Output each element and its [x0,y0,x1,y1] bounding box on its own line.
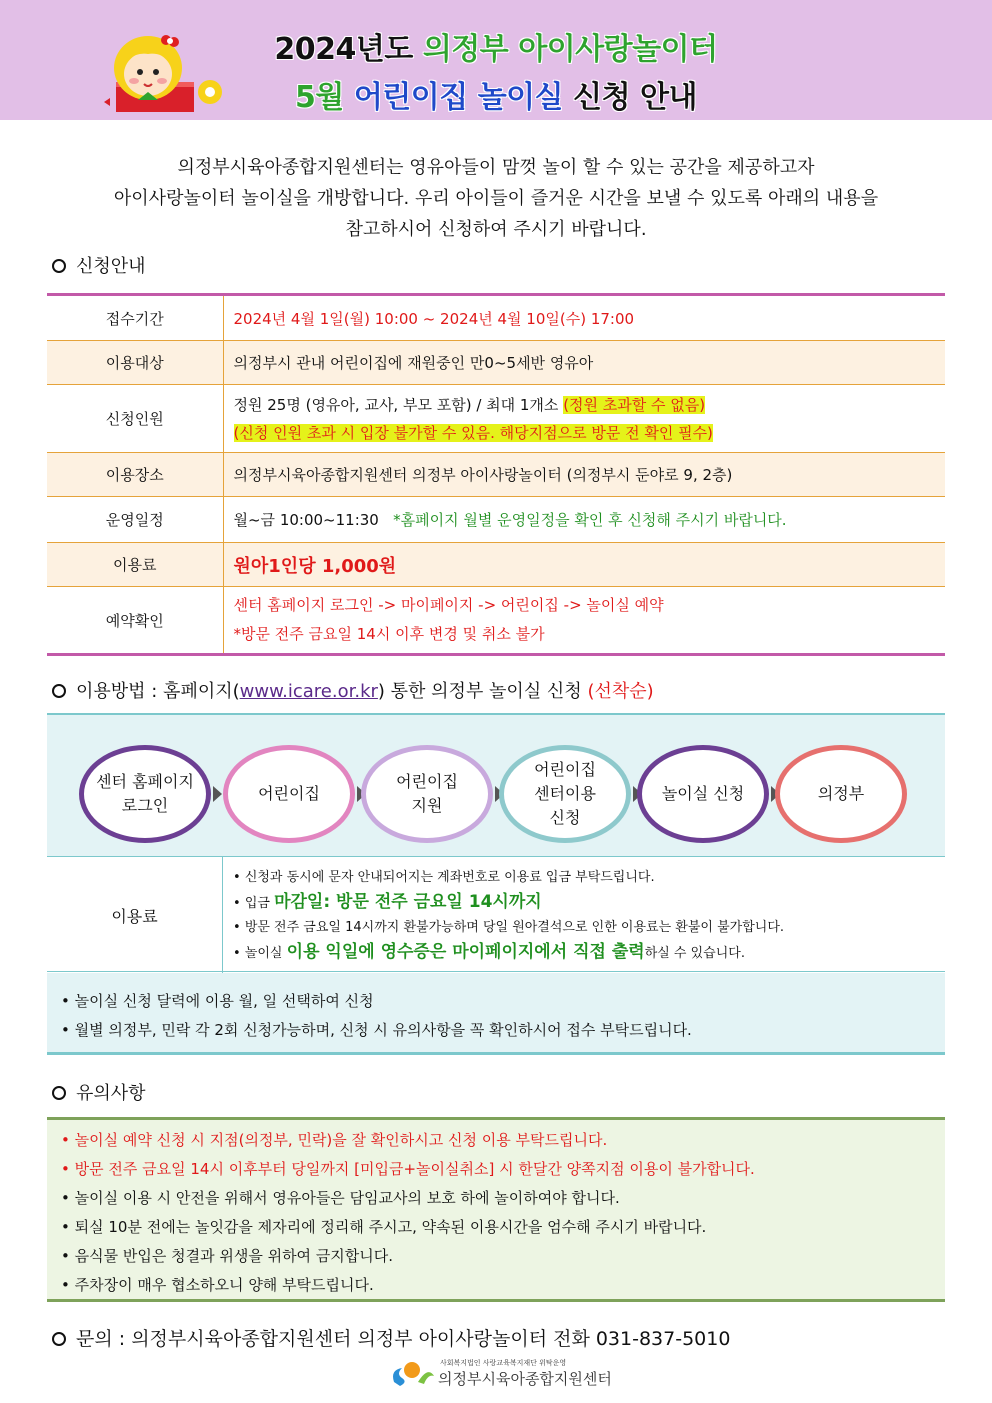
deadline-note: 마감일: 방문 전주 금요일 14시까지 [274,892,542,912]
table-row [47,587,945,655]
circle-bullet-icon [52,1332,66,1346]
homepage-link[interactable]: www.icare.or.kr [239,681,378,702]
list-item: • 음식물 반입은 청결과 위생을 위하여 금지합니다. [61,1247,394,1265]
flow-step: 의정부 [775,745,907,843]
receipt-note: 이용 익일에 영수증은 마이페이지에서 직접 출력 [286,942,645,962]
title-year: 2024년도 [274,32,413,67]
table-row [47,453,945,497]
logo-name: 의정부시육아종합지원센터 [438,1370,612,1388]
row-value: 의정부시육아종합지원센터 의정부 아이사랑놀이터 (의정부시 둔야로 9, 2층) [223,453,945,497]
list-item: • 월별 의정부, 민락 각 2회 신청가능하며, 신청 시 유의사항을 꼭 확인하시어 접수 부탁드립니다. [61,1021,692,1039]
page-title-line-2 [0,72,992,116]
row-value: 월~금 10:00~11:30 *홈페이지 월별 운영일정을 확인 후 신청해 주시기 바랍니다. [223,497,945,543]
list-item: • 주차장이 매우 협소하오니 양해 부탁드립니다. [61,1276,374,1294]
list-item: • 놀이실 이용 익일에 영수증은 마이페이지에서 직접 출력하실 수 있습니다. [233,942,745,962]
intro-line: 아이사랑놀이터 놀이실을 개방합니다. 우리 아이들이 즐거운 시간을 보낼 수 있도록 아래의 내용을 [113,188,879,209]
overcapacity-warning: (신청 인원 초과 시 입장 불가할 수 있음. 해당지점으로 방문 전 확인 필수) [233,423,713,442]
row-value: 센터 홈페이지 로그인 -> 마이페이지 -> 어린이집 -> 놀이실 예약 *방문 전주 금요일 14시 이후 변경 및 취소 불가 [223,587,945,655]
fee-label: 이용료 [47,857,223,973]
arrow-right-icon [213,786,222,802]
fee-details [47,856,945,972]
row-label: 이용대상 [47,341,223,385]
circle-bullet-icon [52,259,66,273]
title-name: 의정부 아이사랑놀이터 [422,32,718,67]
section-heading-caution: 유의사항 [52,1079,146,1105]
first-come-note: (선착순) [587,681,654,702]
intro-paragraph [40,152,952,245]
list-item: • 방문 전주 금요일 14시 이후부터 당일까지 [미입금+놀이실취소] 시 한달간 양쪽지점 이용이 불가합니다. [61,1160,755,1178]
page-title-line-1 [0,24,992,68]
section-heading-usage: 이용방법 : 홈페이지(www.icare.or.kr) 통한 의정부 놀이실 신청 (선착순) [52,677,654,703]
contact-line: 문의 : 의정부시육아종합지원센터 의정부 아이사랑놀이터 전화 031-837-5010 [52,1324,730,1351]
list-item: • 놀이실 예약 신청 시 지점(의정부, 민락)을 잘 확인하시고 신청 이용 부탁드립니다. [61,1131,608,1149]
list-item: • 놀이실 신청 달력에 이용 월, 일 선택하여 신청 [61,992,374,1010]
usage-notice [47,973,945,1055]
flow-step: 놀이실 신청 [637,745,769,843]
list-item: • 퇴실 10분 전에는 놀잇감을 제자리에 정리해 주시고, 약속된 이용시간을 엄수해 주시기 바랍니다. [61,1218,707,1236]
row-value: 2024년 4월 1일(월) 10:00 ~ 2024년 4월 10일(수) 17:00 [223,295,945,341]
title-month: 5월 [295,80,344,115]
table-row [47,497,945,543]
row-label: 접수기간 [47,295,223,341]
title-tail: 신청 안내 [573,80,697,115]
header-banner [0,0,992,120]
row-label: 예약확인 [47,587,223,655]
row-value: 의정부시 관내 어린이집에 재원중인 만0~5세반 영유아 [223,341,945,385]
flow-step: 어린이집 지원 [361,745,493,843]
application-info-table [47,293,945,656]
row-label: 신청인원 [47,385,223,453]
flow-step: 어린이집 센터이용 신청 [499,745,631,843]
list-item: • 입금 마감일: 방문 전주 금요일 14시까지 [233,892,542,912]
section-heading-application: 신청안내 [52,252,146,278]
row-value: 원아1인당 1,000원 [223,543,945,587]
title-topic: 어린이집 놀이실 [353,80,564,115]
row-value: 정원 25명 (영유아, 교사, 부모 포함) / 최대 1개소 (정원 초과할 수 없음) (신청 인원 초과 시 입장 불가할 수 있음. 해당지점으로 방문 전 확인 필수) [223,385,945,453]
list-item: • 신청과 동시에 문자 안내되어지는 계좌번호로 이용료 입금 부탁드립니다. [233,870,655,885]
intro-line: 참고하시어 신청하여 주시기 바랍니다. [345,219,647,240]
table-row [47,341,945,385]
center-logo-icon [388,1356,436,1390]
row-label: 이용료 [47,543,223,587]
circle-bullet-icon [52,684,66,698]
list-item: • 방문 전주 금요일 14시까지 환불가능하며 당일 원아결석으로 인한 이용료는 환불이 불가합니다. [233,920,785,935]
table-row [47,543,945,587]
application-flow [47,713,945,856]
schedule-note: *홈페이지 월별 운영일정을 확인 후 신청해 주시기 바랍니다. [393,511,787,529]
logo-subtitle: 사회복지법인 사랑교육복지재단 위탁운영 [440,1359,567,1367]
flow-step: 어린이집 [223,745,355,843]
table-row [47,385,945,453]
list-item: • 놀이실 이용 시 안전을 위해서 영유아들은 담임교사의 보호 하에 놀이하여야 합니다. [61,1189,620,1207]
flow-step: 센터 홈페이지 로그인 [79,745,211,843]
row-label: 운영일정 [47,497,223,543]
intro-line: 의정부시육아종합지원센터는 영유아들이 맘껏 놀이 할 수 있는 공간을 제공하고자 [177,157,815,178]
circle-bullet-icon [52,1086,66,1100]
caution-list [47,1117,945,1302]
row-label: 이용장소 [47,453,223,497]
center-logo [388,1356,628,1392]
table-row [47,295,945,341]
capacity-warning: (정원 초과할 수 없음) [563,395,706,414]
